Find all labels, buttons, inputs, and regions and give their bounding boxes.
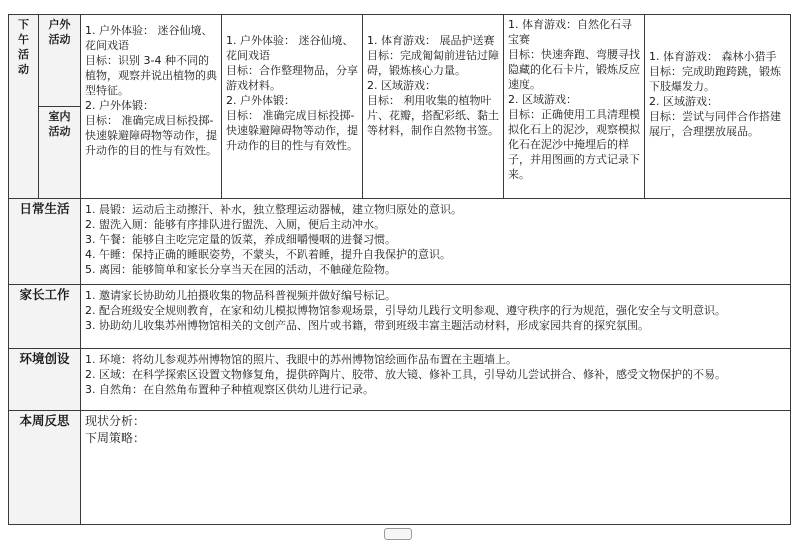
afternoon-label: 下 午 活 动: [9, 15, 39, 199]
list-item: 2. 区域：在科学探索区设置文物修复角，提供碎陶片、胶带、放大镜、修补工具，引导幼儿尝试拼合、修补，感受文物保护的不易。: [85, 368, 726, 381]
day-3-activities: 1. 体育游戏： 展品护送赛 目标：完成匍匐前进钻过障碍，锻炼核心力量。 2. 区域游戏： 目标： 利用收集的植物叶片、花瓣，搭配彩纸、黏土等材料，制作自然物书签。: [363, 15, 504, 199]
scroll-handle[interactable]: [384, 528, 412, 540]
list-item: 1. 晨锻：运动后主动擦汗、补水，独立整理运动器械，建立物归原处的意识。: [85, 203, 462, 216]
daily-life-label: 日常生活: [9, 199, 81, 285]
day-5-activities: 1. 体育游戏： 森林小猎手 目标：完成助跑跨跳，锻炼下肢爆发力。 2. 区域游戏： 目标：尝试与同伴合作搭建展厅，合理摆放展品。: [645, 15, 791, 199]
parents-content: [81, 285, 791, 349]
list-item: 4. 午睡：保持正确的睡眠姿势，不蒙头，不趴着睡，提升自我保护的意识。: [85, 248, 451, 261]
day-4-activities: 1. 体育游戏：自然化石寻宝赛 目标：快速奔跑、弯腰寻找隐藏的化石卡片，锻炼反应速度。 2. 区域游戏： 目标：正确使用工具清理模拟化石上的泥沙，观察模拟化石在泥沙中掩埋后的样子，并用图画的方式记录下来。: [504, 15, 645, 199]
afternoon-outdoor-row: [9, 15, 791, 107]
list-item: 3. 自然角：在自然角布置种子种植观察区供幼儿进行记录。: [85, 383, 374, 396]
next-week-strategy: 下周策略：: [85, 431, 146, 445]
outdoor-label: 户外 活动: [39, 15, 81, 107]
day-2-activities: 1. 户外体验： 迷谷仙境、花间戏语 目标：合作整理物品，分享游戏材料。 2. 户外体锻： 目标： 准确完成目标投掷-快速躲避障碍物等动作，提升动作的目的性与有效性。: [222, 15, 363, 199]
weekly-plan-table: [8, 14, 791, 525]
reflection-row: [9, 411, 791, 525]
list-item: 2. 配合班级安全规则教育，在家和幼儿模拟博物馆参观场景，引导幼儿践行文明参观、遵守秩序的行为规范，强化安全与文明意识。: [85, 304, 726, 317]
list-item: 3. 午餐：能够自主吃完定量的饭菜，养成细嚼慢咽的进餐习惯。: [85, 233, 396, 246]
list-item: 1. 邀请家长协助幼儿拍摄收集的物品科普视频并做好编号标记。: [85, 289, 396, 302]
status-analysis: 现状分析：: [85, 414, 146, 428]
list-item: 2. 盥洗入厕：能够有序排队进行盥洗、入厕，便后主动冲水。: [85, 218, 385, 231]
list-item: 5. 离园：能够简单和家长分享当天在园的活动，不触碰危险物。: [85, 263, 396, 276]
daily-life-content: [81, 199, 791, 285]
reflection-label: 本周反思: [9, 411, 81, 525]
list-item: 1. 环境：将幼儿参观苏州博物馆的照片、我眼中的苏州博物馆绘画作品布置在主题墙上。: [85, 353, 517, 366]
indoor-label: 室内 活动: [39, 107, 81, 199]
day-1-activities: 1. 户外体验： 迷谷仙境、花间戏语 目标：识别 3-4 种不同的植物，观察并说出植物的典型特征。 2. 户外体锻： 目标： 准确完成目标投掷-快速躲避障碍物等动作，提升动作的目的性与有效性。: [81, 15, 222, 199]
parents-label: 家长工作: [9, 285, 81, 349]
environment-content: [81, 349, 791, 411]
daily-life-row: [9, 199, 791, 285]
reflection-content: [81, 411, 791, 525]
environment-label: 环境创设: [9, 349, 81, 411]
parents-row: [9, 285, 791, 349]
list-item: 3. 协助幼儿收集苏州博物馆相关的文创产品、图片或书籍，带到班级丰富主题活动材料，形成家园共育的探究氛围。: [85, 319, 649, 332]
environment-row: [9, 349, 791, 411]
